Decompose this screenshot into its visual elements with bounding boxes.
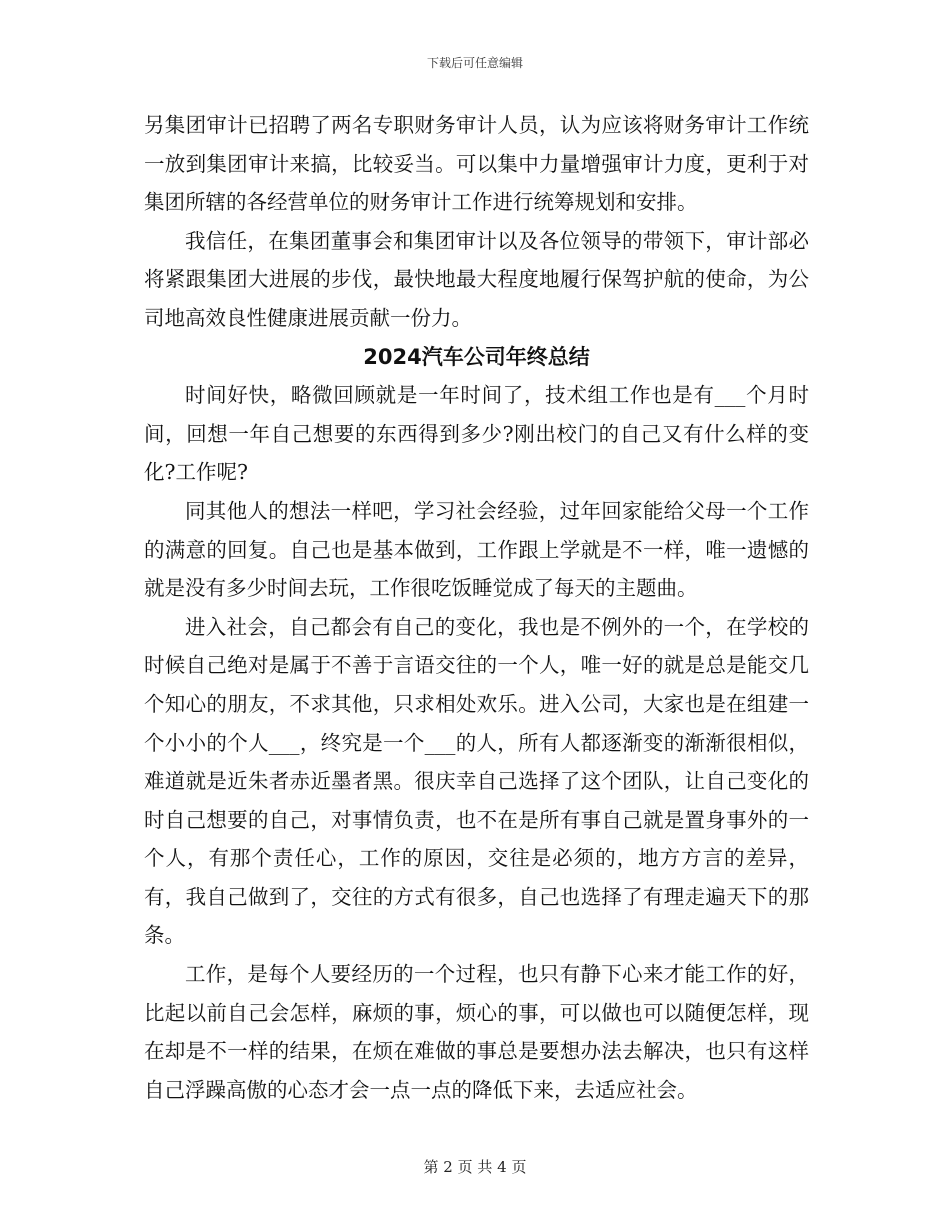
page-header: 下载后可任意编辑 — [426, 56, 523, 70]
page-number: 第 2 页 共 4 页 — [423, 1158, 527, 1176]
paragraph-work-process: 工作，是每个人要经历的一个过程，也只有静下心来才能工作的好，比起以前自己会怎样，麻烦的事，烦心的事，可以做也可以随便怎样，现在却是不一样的结果，在烦在难做的事总是要想办法去解决，也只有这样自己浮躁高傲的心态才会一点一点的降低下来，去适应社会。 — [144, 962, 809, 1102]
document-body — [144, 106, 809, 1109]
paragraph-time-review: 时间好快，略微回顾就是一年时间了，技术组工作也是有___个月时间，回想一年自己想要的东西得到多少?刚出校门的自己又有什么样的变化?工作呢? — [144, 383, 809, 485]
paragraph-social-experience: 同其他人的想法一样吧，学习社会经验，过年回家能给父母一个工作的满意的回复。自己也是基本做到，工作跟上学就是不一样，唯一遗憾的就是没有多少时间去玩，工作很吃饭睡觉成了每天的主题曲。 — [144, 498, 809, 601]
paragraph-audit-staffing: 另集团审计已招聘了两名专职财务审计人员，认为应该将财务审计工作统一放到集团审计来搞，比较妥当。可以集中力量增强审计力度，更利于对集团所辖的各经营单位的财务审计工作进行统筹规划和安排。 — [144, 113, 809, 215]
paragraph-audit-commitment: 我信任，在集团董事会和集团审计以及各位领导的带领下，审计部必将紧跟集团大进展的步伐，最快地最大程度地履行保驾护航的使命，为公司地高效良性健康进展贡献一份力。 — [144, 228, 809, 330]
paragraph-entering-society: 进入社会，自己都会有自己的变化，我也是不例外的一个，在学校的时候自己绝对是属于不善于言语交往的一个人，唯一好的就是总是能交几个知心的朋友，不求其他，只求相处欢乐。进入公司，大家也是在组建一个小小的个人___，终究是一个___的人，所有人都逐渐变的渐渐很相似，难道就是近朱者赤近墨者黑。很庆幸自己选择了这个团队，让自己变化的时自己想要的自己，对事情负责，也不在是所有事自己就是置身事外的一个人，有那个责任心，工作的原因，交往是必须的，地方方言的差异，有，我自己做到了，交往的方式有很多，自己也选择了有理走遍天下的那条。 — [144, 614, 809, 948]
section-title: 2024汽车公司年终总结 — [363, 344, 590, 369]
